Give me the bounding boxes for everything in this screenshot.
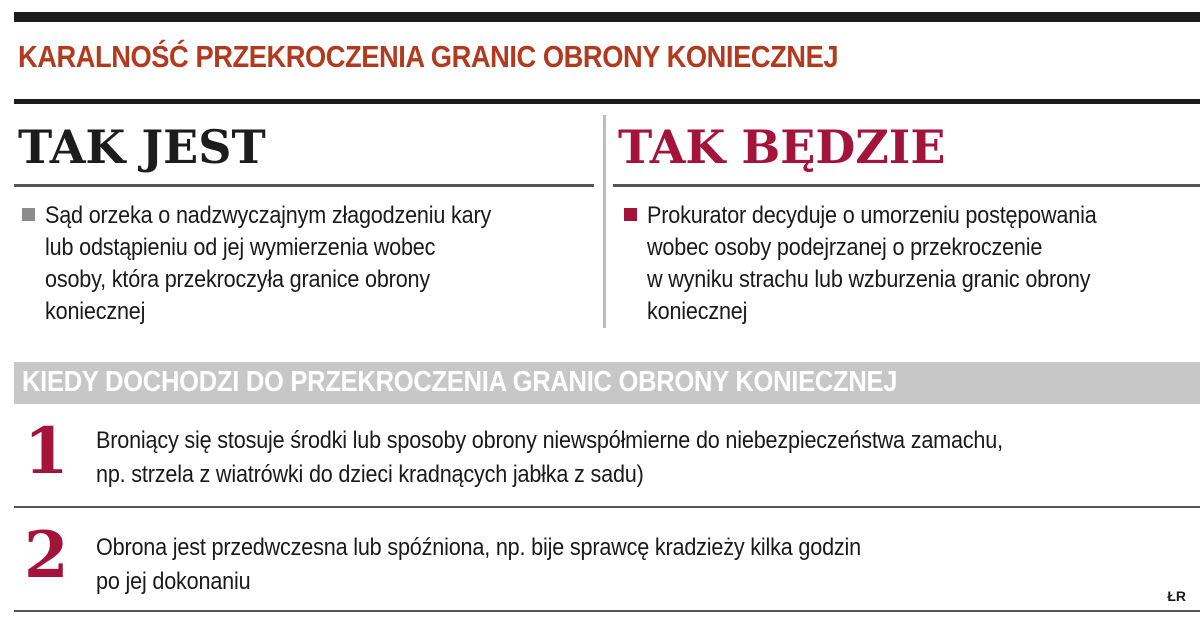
item-number-2: 2 [24,518,69,593]
author-credit: ŁR [1167,588,1186,604]
crimson-square-bullet-icon [624,208,637,221]
left-heading-rule [14,184,594,187]
page-title: KARALNOŚĆ PRZEKROCZENIA GRANIC OBRONY KONIECZNEJ [18,39,839,74]
item-text-2: Obrona jest przedwczesna lub spóźniona, np. bije sprawcę kradzieży kilka godzin po jej dokonaniu [96,534,861,595]
item-divider [14,506,1200,508]
section-header-band [14,362,1200,404]
column-divider [603,115,606,328]
section-title: KIEDY DOCHODZI DO PRZEKROCZENIA GRANIC OBRONY KONIECZNEJ [22,366,898,398]
right-column-bullet [624,200,1200,328]
left-column-bullet [22,200,582,328]
right-column-heading: TAK BĘDZIE [618,120,946,174]
title-divider [14,99,1200,104]
gray-square-bullet-icon [22,208,35,221]
item-text-1: Broniący się stosuje środki lub sposoby obrony niewspółmierne do niebezpieczeństwa zamachu, np. strzela z wiatrówki do dzieci kradnących jabłka z sadu) [96,427,1003,488]
left-column-heading: TAK JEST [18,120,266,174]
right-column-text: Prokurator decyduje o umorzeniu postępowania wobec osoby podejrzanej o przekroczenie w wyniku strachu lub wzburzenia granic obrony koniecznej [647,202,1097,325]
bottom-rule [14,610,1200,612]
top-rule [14,12,1200,22]
right-heading-rule [613,184,1200,187]
item-number-1: 1 [24,414,69,489]
left-column-text: Sąd orzeka o nadzwyczajnym złagodzeniu kary lub odstąpieniu od jej wymierzenia wobec osoby, która przekroczyła granice obrony koniecznej [45,202,492,325]
